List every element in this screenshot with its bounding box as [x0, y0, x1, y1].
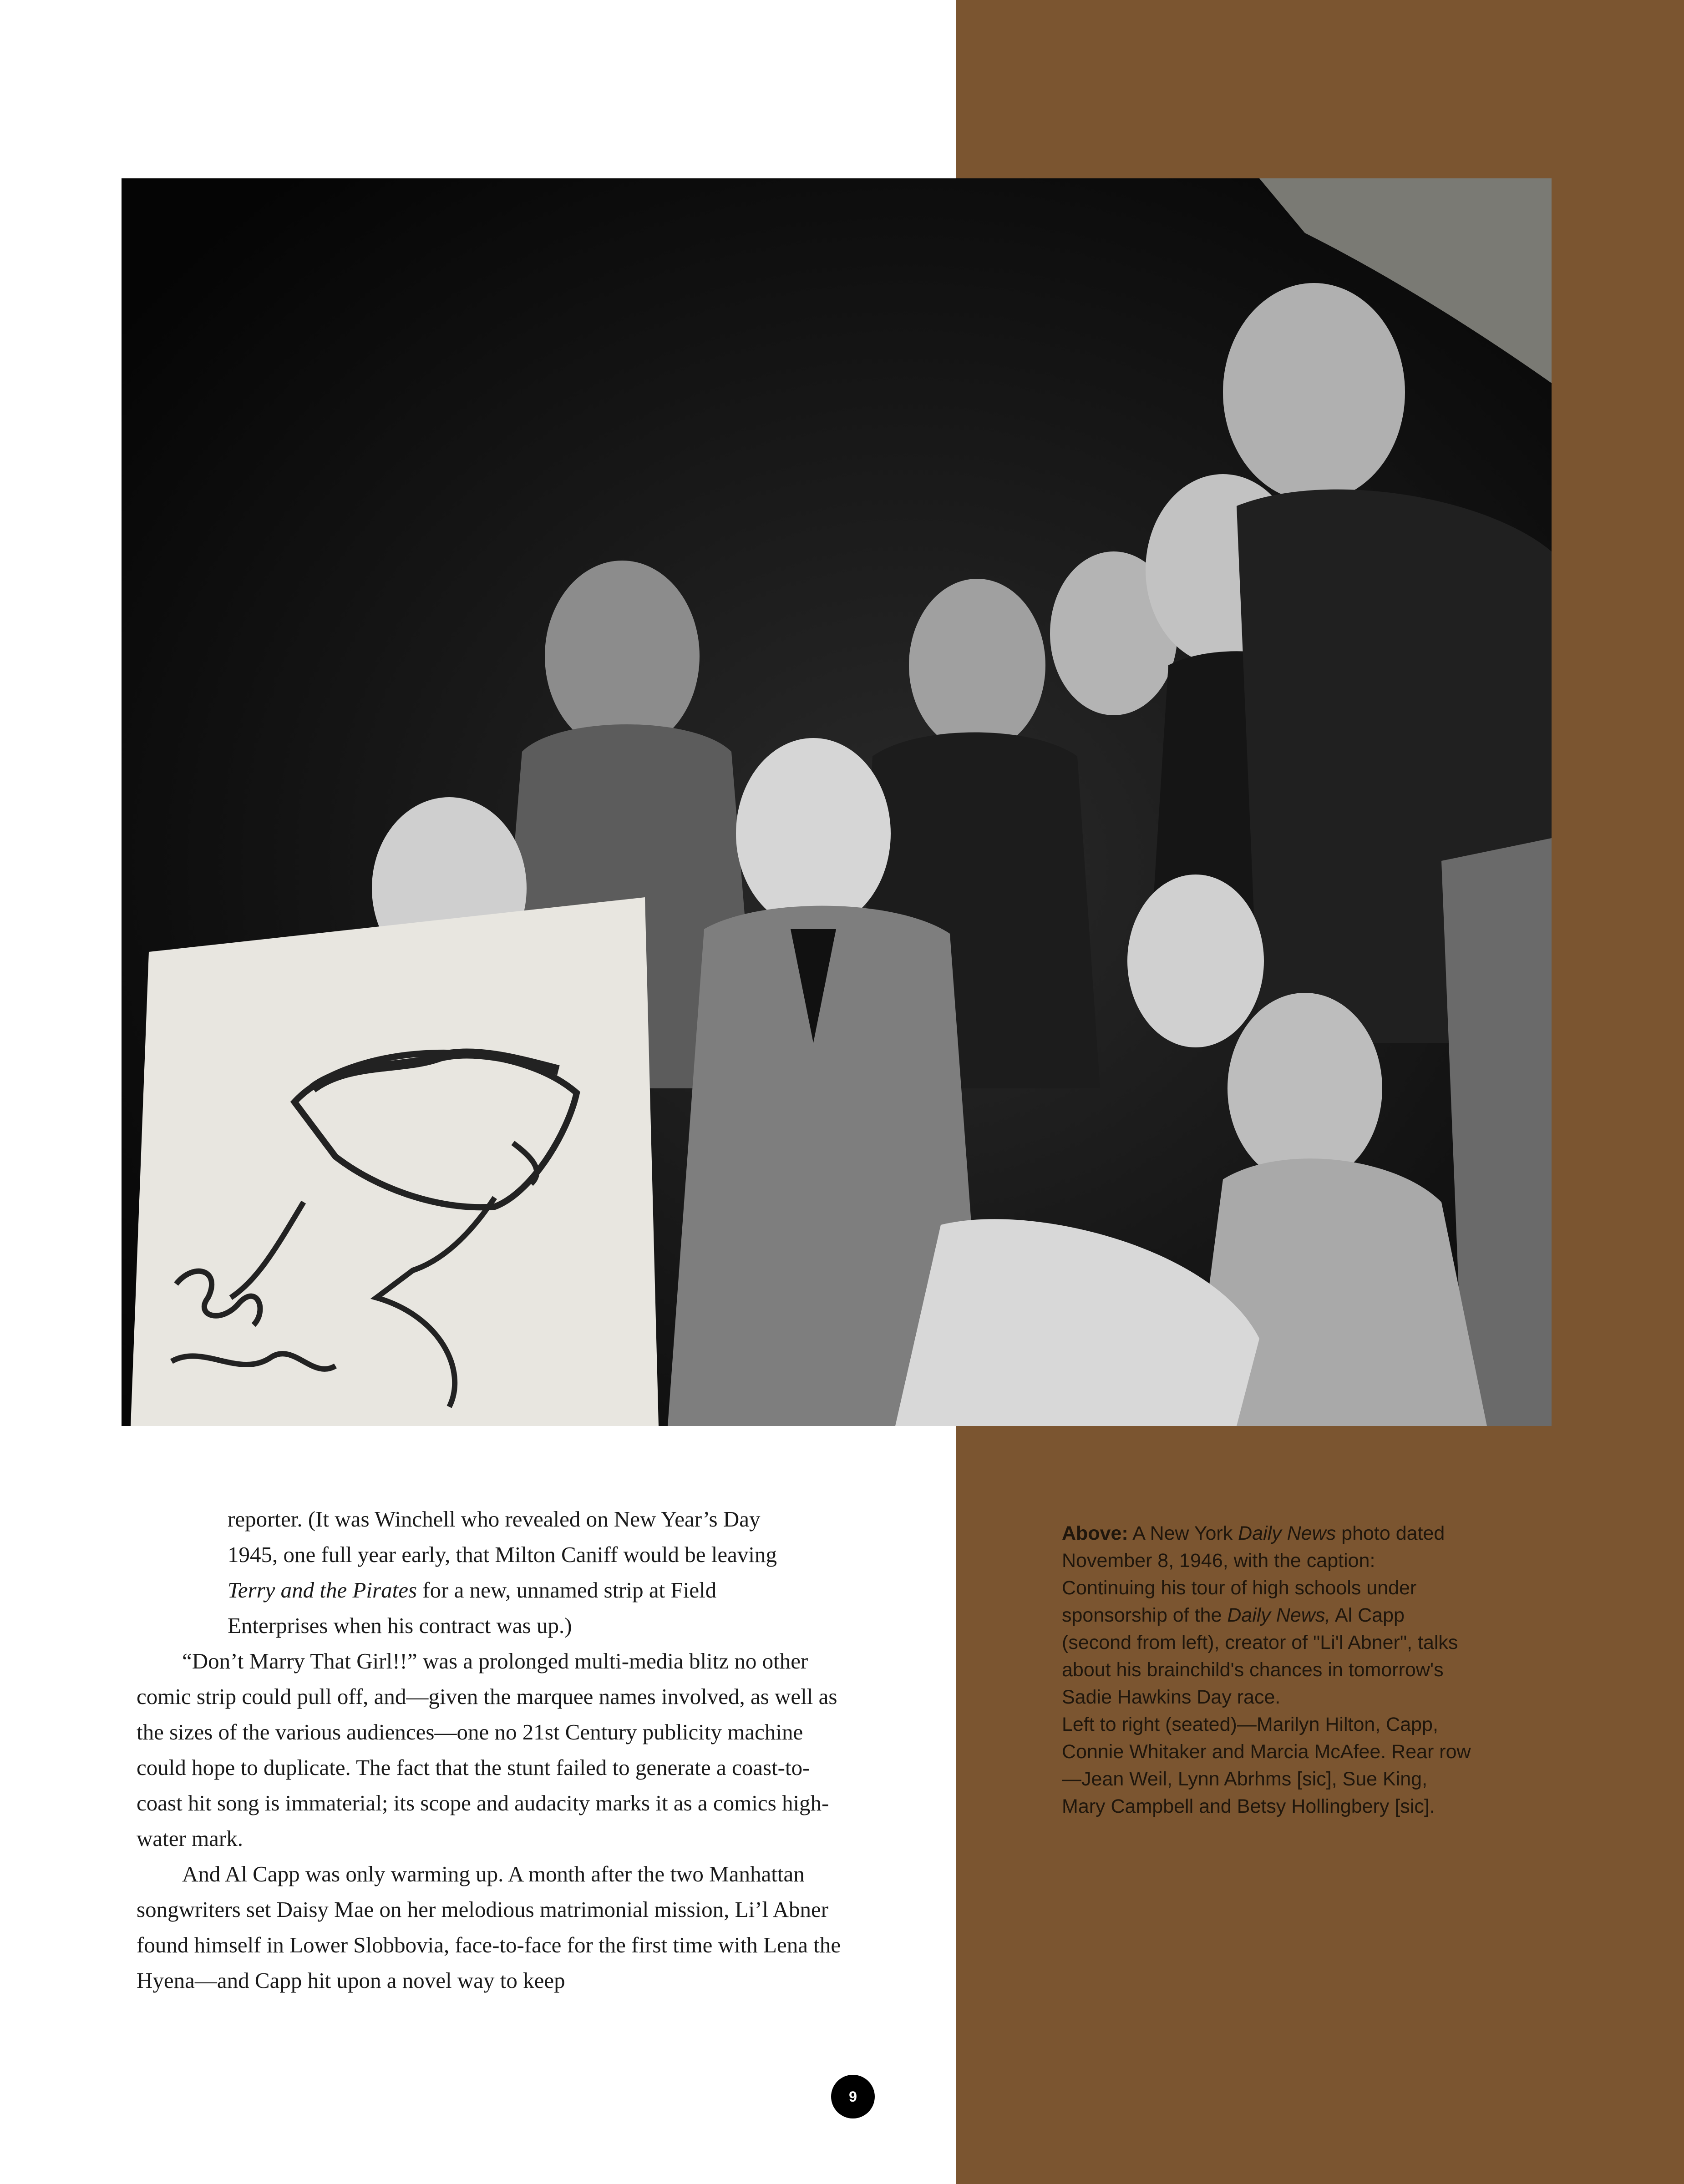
caption-text: Left to right (seated)—Marilyn Hilton, Capp, Connie Whitaker and Marcia McAfee. Rear row—Jean Weil, Lynn Abrhms [sic], Sue King, Mary Campbell and Betsy Hollingbery [sic].: [1062, 1714, 1471, 1817]
caption-text: photo dated November 8, 1946, with the caption: Continuing his tour of high schools under sponsorship of the: [1062, 1522, 1445, 1626]
page-number: 9: [831, 2075, 875, 2118]
article-line: for a new, unnamed strip at Field: [417, 1577, 717, 1603]
article-paragraph-continued: [137, 1502, 847, 1643]
article-line: 1945, one full year early, that Milton Caniff would be leaving: [228, 1542, 777, 1567]
photo-caption: [1062, 1520, 1471, 1820]
caption-italic: Daily News: [1238, 1522, 1336, 1544]
photo-illustration: [122, 178, 1552, 1426]
caption-text: A New York: [1128, 1522, 1238, 1544]
caption-lead: Above:: [1062, 1522, 1128, 1544]
article-paragraph: “Don’t Marry That Girl!!” was a prolonged multi-media blitz no other comic strip could pull off, and—given the marquee names involved, as well as the sizes of the various audiences—one no 21st Century publicity machine could hope to duplicate. The fact that the stunt failed to generate a coast-to-coast hit song is immaterial; its scope and audacity marks it as a comics high-water mark.: [137, 1648, 837, 1851]
strip-title-italic: Terry and the Pirates: [228, 1577, 417, 1603]
article-body: [137, 1502, 847, 1998]
article-paragraph: And Al Capp was only warming up. A month after the two Manhattan songwriters set Daisy Mae on her melodious matrimonial mission, Li’l Abner found himself in Lower Slobbovia, face-to-face for the first time with Lena the Hyena—and Capp hit upon a novel way to keep: [137, 1861, 841, 1993]
article-line: Enterprises when his contract was up.): [228, 1613, 572, 1638]
article-line: reporter. (It was Winchell who revealed on New Year’s Day: [228, 1507, 761, 1532]
archival-photo: [122, 178, 1552, 1426]
caption-text: Al Capp (second from left), creator of "Li'l Abner", talks about his brainchild's chances in tomorrow's Sadie Hawkins Day race.: [1062, 1604, 1458, 1708]
caption-italic: Daily News,: [1227, 1604, 1331, 1626]
